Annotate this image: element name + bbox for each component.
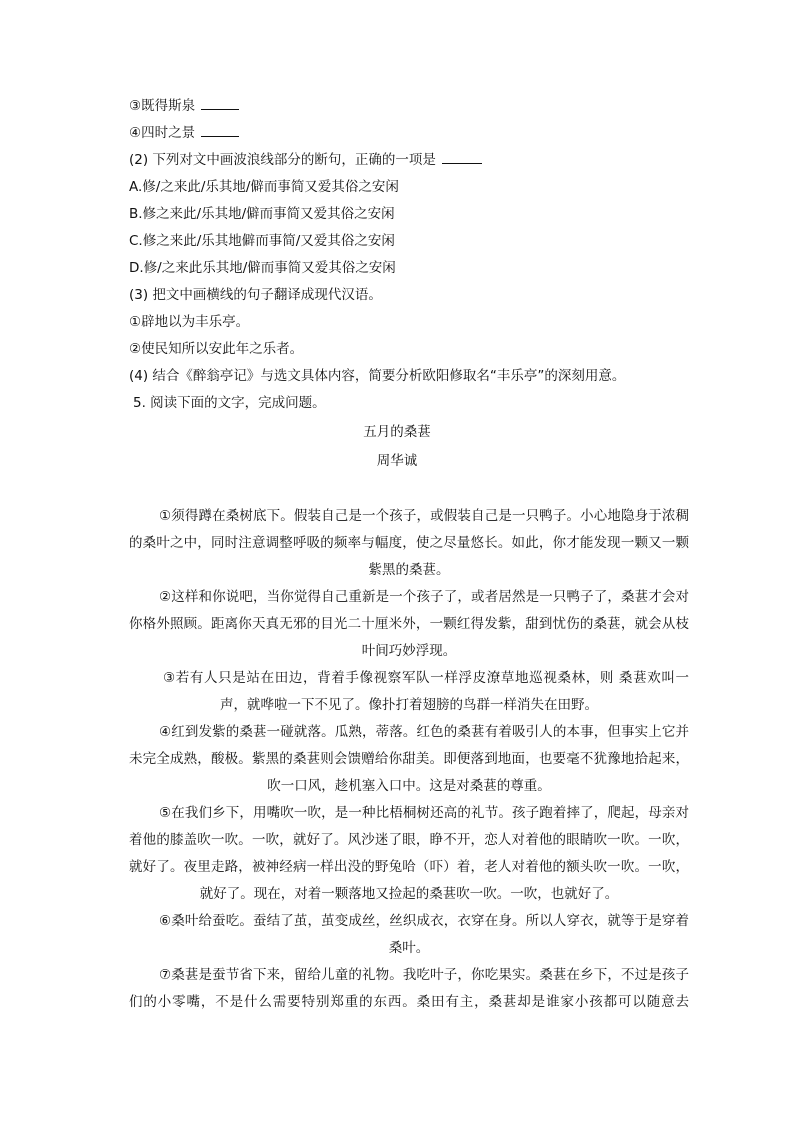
paragraph-text: ②这样和你说吧，当你觉得自己重新是一个孩子了，或者居然是一只鸭子了，桑葚才会对你格外照顾。距离你天真无邪的目光二十厘米外，一颗红得发紫，甜到忧伤的桑葚，就会从枝叶间巧妙浮现。: [129, 589, 689, 659]
paragraph-3: [129, 665, 689, 719]
stem-text: (2) 下列对文中画波浪线部分的断句，正确的一项是: [129, 152, 436, 168]
option-b: B.修之来此/乐其地/僻而事简又爱其俗之安闲: [129, 206, 395, 222]
paragraph-5: [129, 800, 689, 908]
article-title: 五月的桑葚: [363, 424, 431, 440]
answer-blank: [201, 96, 239, 110]
option-a: A.修/之来此/乐其地/僻而事简又爱其俗之安闲: [129, 179, 399, 195]
paragraph-text: ⑤在我们乡下，用嘴吹一吹，是一种比梧桐树还高的礼节。孩子跑着摔了，爬起，母亲对着他的膝盖吹一吹。一吹，就好了。风沙迷了眼，睁不开，恋人对着他的眼睛吹一吹。一吹，就好了。夜里走路，被神经病一样出没的野兔哈（吓）着，老人对着他的额头吹一吹。一吹，就好了。现在，对着一颗落地又捡起的桑葚吹一吹。一吹，也就好了。: [129, 805, 689, 902]
paragraph-4: [129, 719, 689, 800]
paragraph-text: ①须得蹲在桑树底下。假装自己是一个孩子，或假装自己是一只鸭子。小心地隐身于浓稠的桑叶之中，同时注意调整呼吸的频率与幅度，使之尽量悠长。如此，你才能发现一颗又一颗紫黑的桑葚。: [129, 508, 689, 578]
question-item-4: [129, 123, 239, 143]
paragraph-2: [129, 584, 689, 665]
paragraph-text: ③若有人只是站在田边，背着手像视察军队一样浮皮潦草地巡视桑林，则 桑葚欢叫一声，就哗啦一下不见了。像扑打着翅膀的鸟群一样消失在田野。: [163, 670, 689, 713]
question-4-stem: (4) 结合《醉翁亭记》与选文具体内容，简要分析欧阳修取名“丰乐亭”的深刻用意。: [129, 368, 626, 384]
item-text: ④四时之景: [129, 125, 196, 141]
item-text: ③既得斯泉: [129, 98, 196, 114]
paragraph-text: ④红到发紫的桑葚一碰就落。瓜熟，蒂落。红色的桑葚有着吸引人的本事，但事实上它并未完全成熟，酸极。紫黑的桑葚则会馈赠给你甜美。即便落到地面，也要毫不犹豫地拾起来，吹一口风，趁机塞入口中。这是对桑葚的尊重。: [129, 724, 689, 794]
answer-blank: [201, 123, 239, 137]
answer-blank: [442, 150, 482, 164]
question-3-item-1: ①辟地以为丰乐亭。: [129, 314, 250, 330]
question-2-stem: [129, 150, 482, 170]
paragraph-text: ⑦桑葚是蚕节省下来，留给儿童的礼物。我吃叶子，你吃果实。桑葚在乡下，不过是孩子们的小零嘴，不是什么需要特别郑重的东西。桑田有主，桑葚却是谁家小孩都可以随意去: [129, 967, 689, 1010]
paragraph-7: [129, 962, 689, 1016]
question-item-3: [129, 96, 239, 116]
paragraph-6: [129, 908, 689, 962]
paragraph-1: [129, 503, 689, 584]
paragraph-text: ⑥桑叶给蚕吃。蚕结了茧，茧变成丝，丝织成衣，衣穿在身。所以人穿衣，就等于是穿着桑叶。: [159, 913, 689, 956]
question-3-item-2: ②使民知所以安此年之乐者。: [129, 341, 304, 357]
article-author: 周华诚: [376, 453, 418, 469]
question-5-stem: 5. 阅读下面的文字，完成问题。: [133, 395, 326, 411]
option-d: D.修/之来此乐其地/僻而事简又爱其俗之安闲: [129, 260, 396, 276]
question-3-stem: (3) 把文中画横线的句子翻译成现代汉语。: [129, 287, 382, 303]
option-c: C.修之来此/乐其地僻而事简/又爱其俗之安闲: [129, 233, 395, 249]
